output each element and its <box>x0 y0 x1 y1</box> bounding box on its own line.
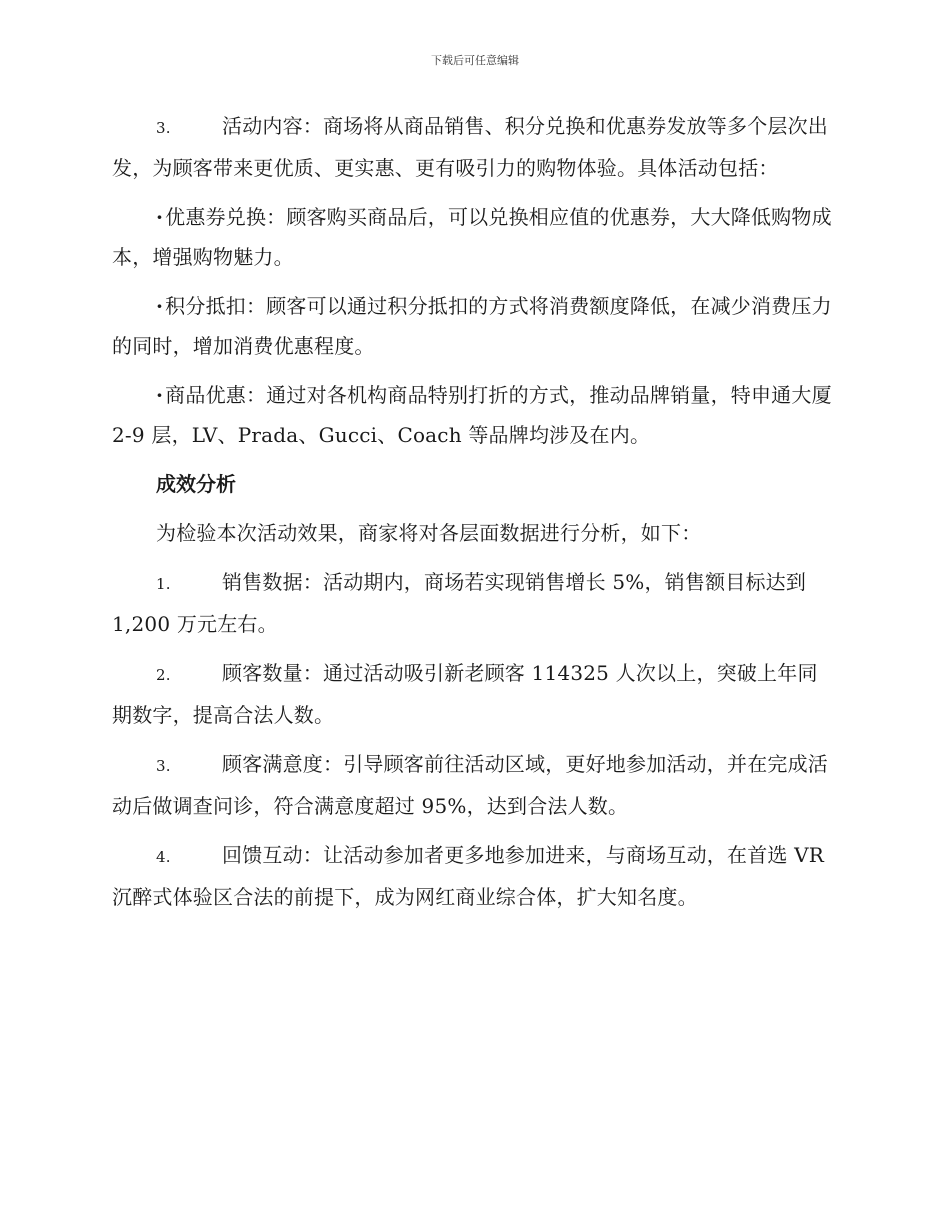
paragraph-text: 活动内容：商场将从商品销售、积分兑换和优惠券发放等多个层次出发，为顾客带来更优质、更实惠、更有吸引力的购物体验。具体活动包括： <box>112 114 828 180</box>
section-heading: 成效分析 <box>156 472 236 496</box>
result-item-feedback <box>112 835 836 917</box>
section-intro: 为检验本次活动效果，商家将对各层面数据进行分析，如下： <box>156 521 702 545</box>
result-item-customers <box>112 653 836 735</box>
paragraph-text: 回馈互动：让活动参加者更多地参加进来，与商场互动，在首选 VR 沉醉式体验区合法的前提下，成为网红商业综合体，扩大知名度。 <box>112 843 825 909</box>
list-number: 1. <box>156 575 171 593</box>
bullet-item-discount <box>112 375 836 455</box>
list-number: 3. <box>156 119 171 137</box>
document-body <box>112 106 836 926</box>
list-number: 3. <box>156 757 171 775</box>
result-item-satisfaction <box>112 744 836 826</box>
paragraph-text: 销售数据：活动期内，商场若实现销售增长 5%，销售额目标达到 1,200 万元左右。 <box>112 570 807 636</box>
bullet-text: 商品优惠：通过对各机构商品特别打折的方式，推动品牌销量，特申通大厦 2-9 层，LV、Prada、Gucci、Coach 等品牌均涉及在内。 <box>112 383 832 447</box>
paragraph-text: 顾客满意度：引导顾客前往活动区域，更好地参加活动，并在完成活动后做调查问诊，符合满意度超过 95%，达到合法人数。 <box>112 752 828 818</box>
bullet-marker: · <box>156 383 164 407</box>
list-number: 4. <box>156 848 171 866</box>
bullet-marker: · <box>156 294 164 318</box>
result-item-sales <box>112 562 836 644</box>
bullet-item-coupon <box>112 197 836 277</box>
list-number: 2. <box>156 666 171 684</box>
bullet-marker: · <box>156 205 164 229</box>
bullet-item-points <box>112 286 836 366</box>
paragraph-text: 顾客数量：通过活动吸引新老顾客 114325 人次以上，突破上年同期数字，提高合法人数。 <box>112 661 818 727</box>
bullet-text: 优惠券兑换：顾客购买商品后，可以兑换相应值的优惠券，大大降低购物成本，增强购物魅力。 <box>112 205 832 269</box>
page-header: 下载后可任意编辑 <box>431 54 519 67</box>
activity-content-item <box>112 106 836 188</box>
bullet-text: 积分抵扣：顾客可以通过积分抵扣的方式将消费额度降低，在减少消费压力的同时，增加消费优惠程度。 <box>112 294 832 358</box>
